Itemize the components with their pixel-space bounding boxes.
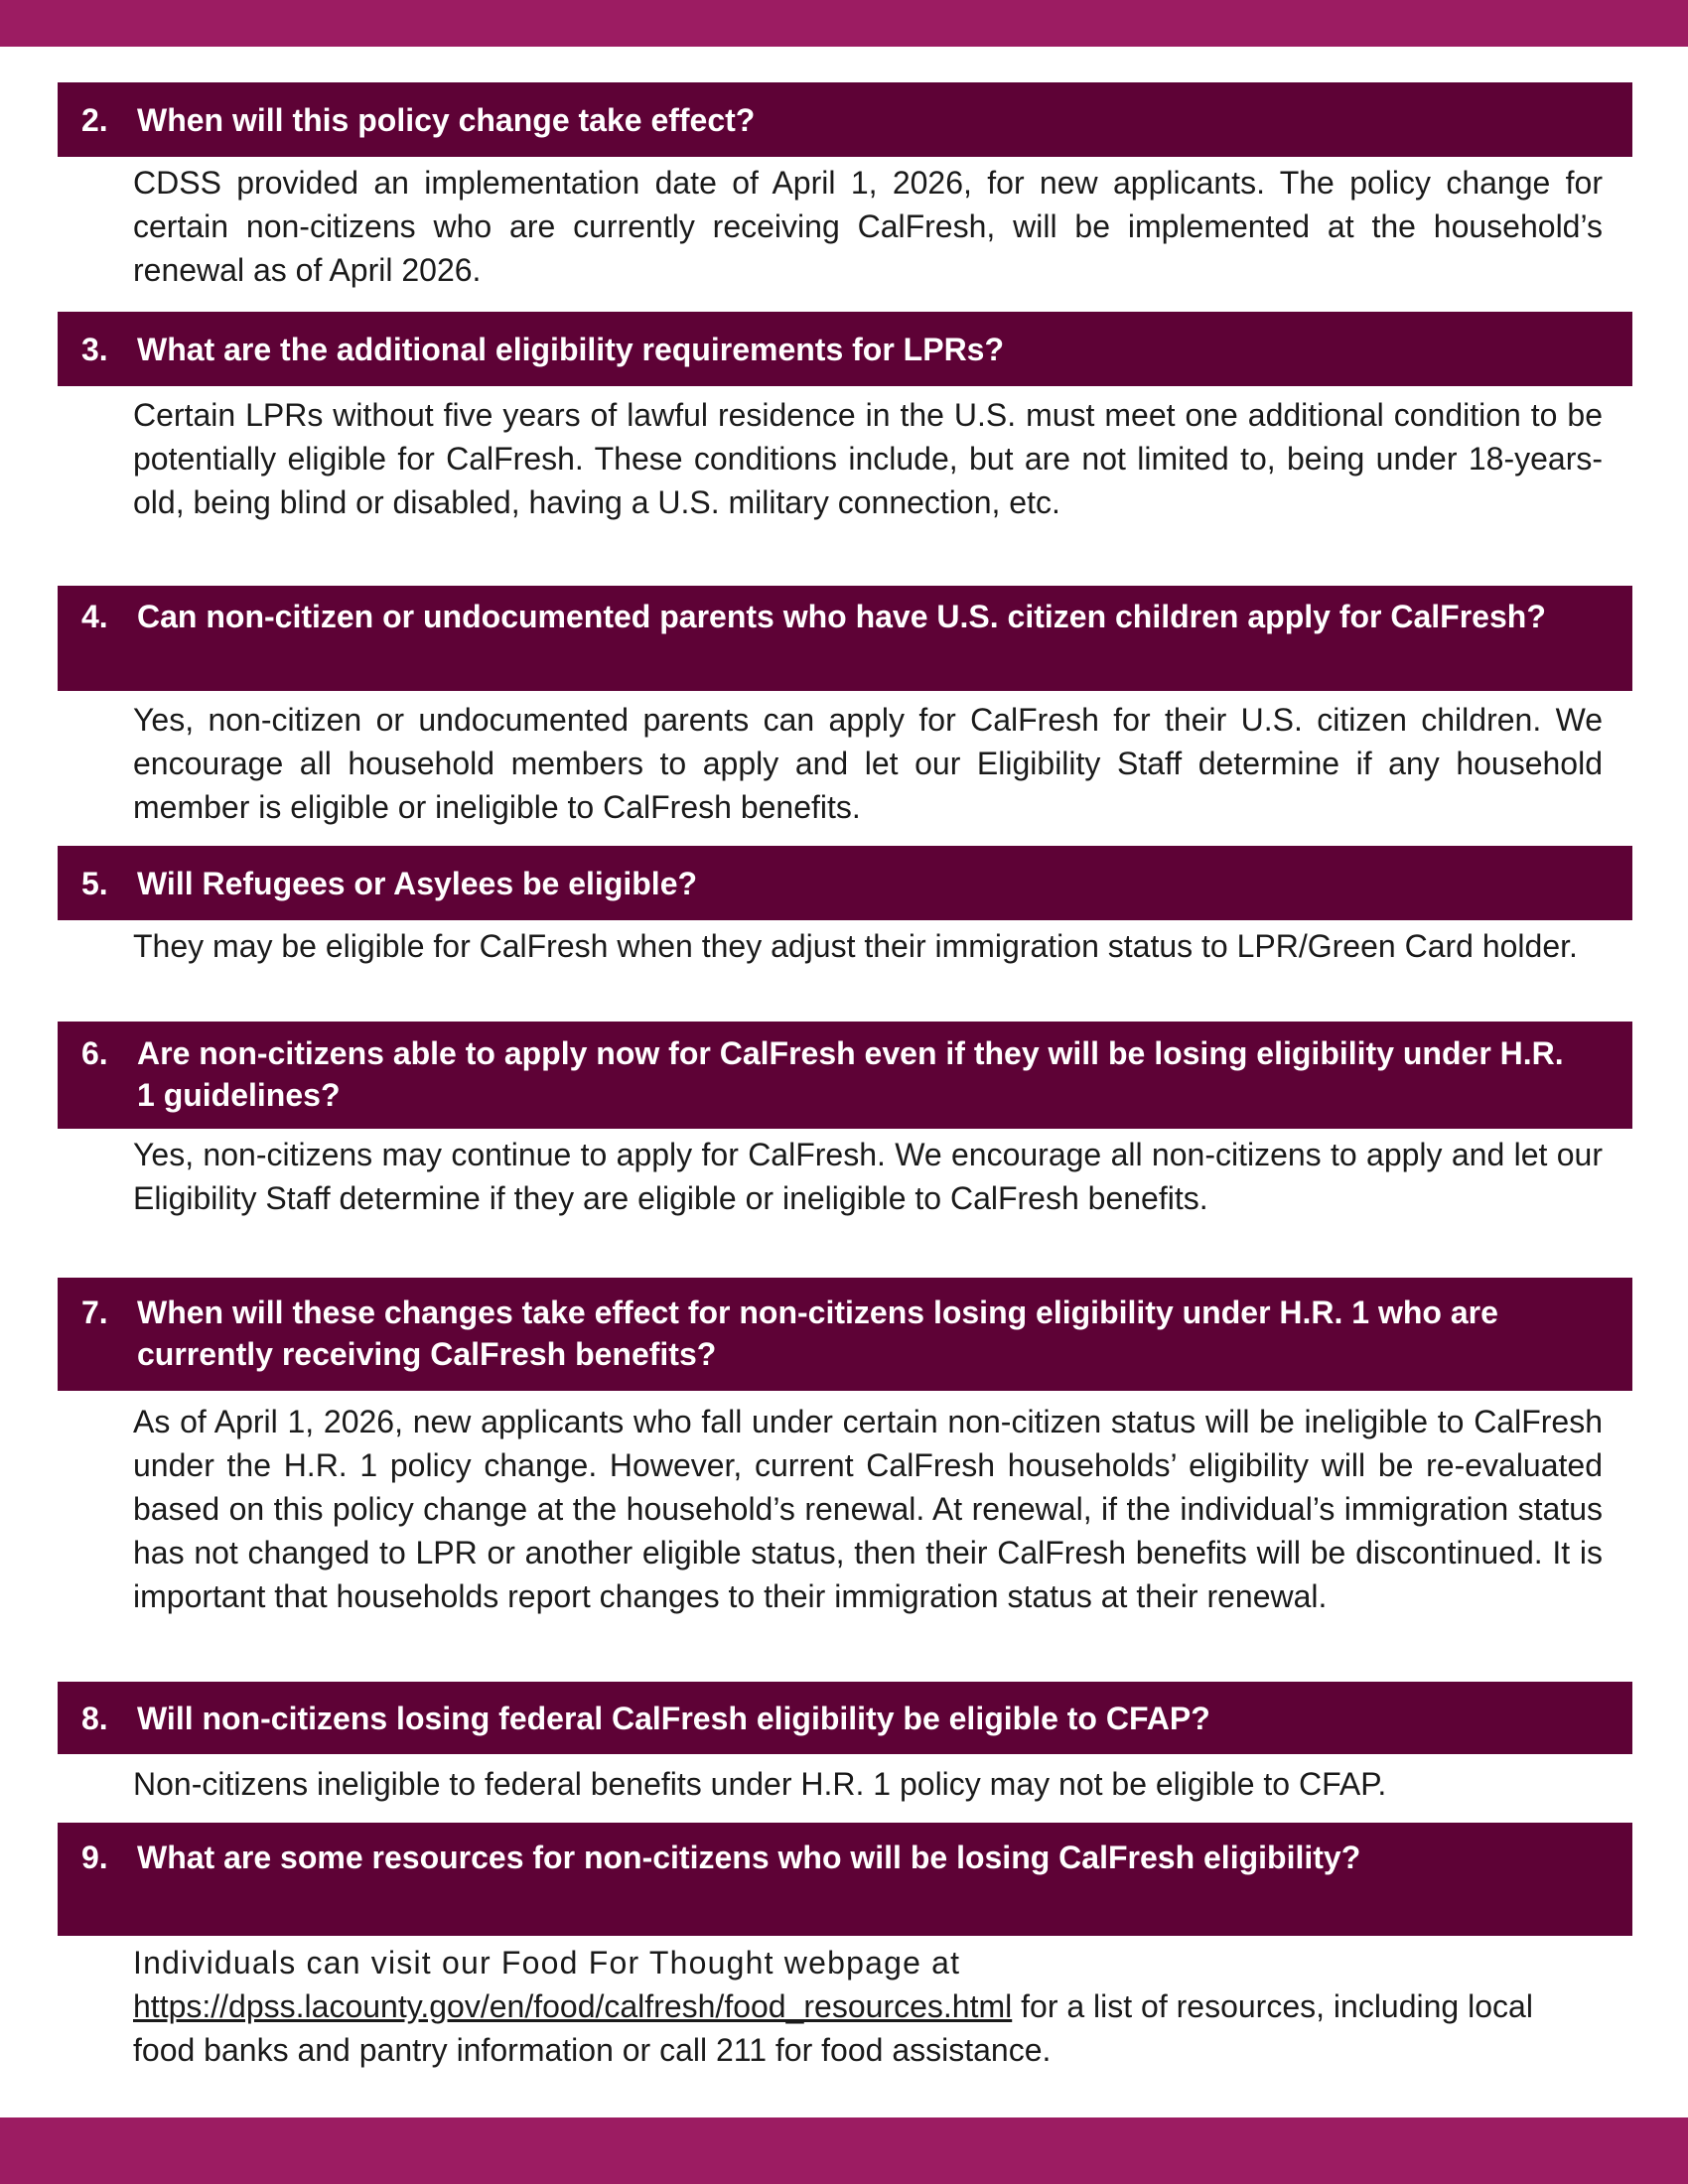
faq-8-number: 8. [81, 1700, 108, 1736]
faq-5-number: 5. [81, 865, 108, 901]
faq-8-answer: Non-citizens ineligible to federal benefits under H.R. 1 policy may not be eligible to CFAP. [133, 1766, 1387, 1802]
faq-6-answer: Yes, non-citizens may continue to apply for CalFresh. We encourage all non-citizens to apply and let our Eligibility Staff determine if they are eligible or ineligible to CalFresh benefits. [133, 1137, 1603, 1216]
faq-9-header [58, 1823, 1632, 1936]
food-resources-link[interactable]: https://dpss.lacounty.gov/en/food/calfresh/food_resources.html [133, 1988, 1013, 2024]
faq-4-number: 4. [81, 599, 108, 634]
faq-5-header [58, 846, 1632, 920]
faq-6-question: Are non-citizens able to apply now for CalFresh even if they will be losing eligibility under H.R. 1 guidelines? [137, 1035, 1564, 1113]
faq-3-number: 3. [81, 331, 108, 367]
faq-3-question: What are the additional eligibility requirements for LPRs? [137, 331, 1005, 367]
faq-3-answer: Certain LPRs without five years of lawful residence in the U.S. must meet one additional condition to be potentially eligible for CalFresh. These conditions include, but are not limited to, being under 18-years-old, being blind or disabled, having a U.S. military connection, etc. [133, 397, 1603, 520]
faq-3-header [58, 312, 1632, 386]
faq-7-header [58, 1278, 1632, 1391]
faq-9-answer-suffix: for a list of resources, including local food banks and pantry information or call 211 for food assistance. [133, 1988, 1533, 2068]
faq-2-question: When will this policy change take effect? [137, 101, 756, 138]
faq-4-question: Can non-citizen or undocumented parents who have U.S. citizen children apply for CalFresh? [137, 599, 1546, 634]
faq-9-number: 9. [81, 1840, 108, 1875]
faq-7-question: When will these changes take effect for non-citizens losing eligibility under H.R. 1 who are currently receiving CalFresh benefits? [137, 1295, 1498, 1372]
faq-8-question: Will non-citizens losing federal CalFresh eligibility be eligible to CFAP? [137, 1700, 1210, 1736]
faq-6-header [58, 1022, 1632, 1129]
faq-4-answer: Yes, non-citizen or undocumented parents can apply for CalFresh for their U.S. citizen children. We encourage all household members to apply and let our Eligibility Staff determine if any household member is eligible or ineligible to CalFresh benefits. [133, 702, 1603, 825]
faq-9-answer [133, 1941, 1603, 2072]
faq-6-number: 6. [81, 1035, 108, 1071]
faq-7-answer: As of April 1, 2026, new applicants who fall under certain non-citizen status will be ineligible to CalFresh under the H.R. 1 policy change. However, current CalFresh households’ eligibility will be re-evaluated based on this policy change at the household’s renewal. At renewal, if the individual’s immigration status has not changed to LPR or another eligible status, then their CalFresh benefits will be discontinued. It is important that households report changes to their immigration status at their renewal. [133, 1404, 1603, 1614]
faq-9-question: What are some resources for non-citizens who will be losing CalFresh eligibility? [137, 1840, 1361, 1875]
faq-2-number: 2. [81, 101, 108, 138]
top-accent-bar [0, 0, 1688, 47]
faq-4-header [58, 586, 1632, 691]
faq-5-question: Will Refugees or Asylees be eligible? [137, 865, 698, 901]
faq-2-answer: CDSS provided an implementation date of April 1, 2026, for new applicants. The policy change for certain non-citizens who are currently receiving CalFresh, will be implemented at the household’s renewal as of April 2026. [133, 165, 1603, 288]
bottom-accent-bar [0, 2117, 1688, 2184]
faq-8-header [58, 1682, 1632, 1754]
faq-7-number: 7. [81, 1295, 108, 1330]
faq-2-header [58, 82, 1632, 157]
faq-5-answer: They may be eligible for CalFresh when they adjust their immigration status to LPR/Green Card holder. [133, 928, 1578, 964]
faq-9-answer-prefix: Individuals can visit our Food For Thought webpage at [133, 1945, 961, 1980]
